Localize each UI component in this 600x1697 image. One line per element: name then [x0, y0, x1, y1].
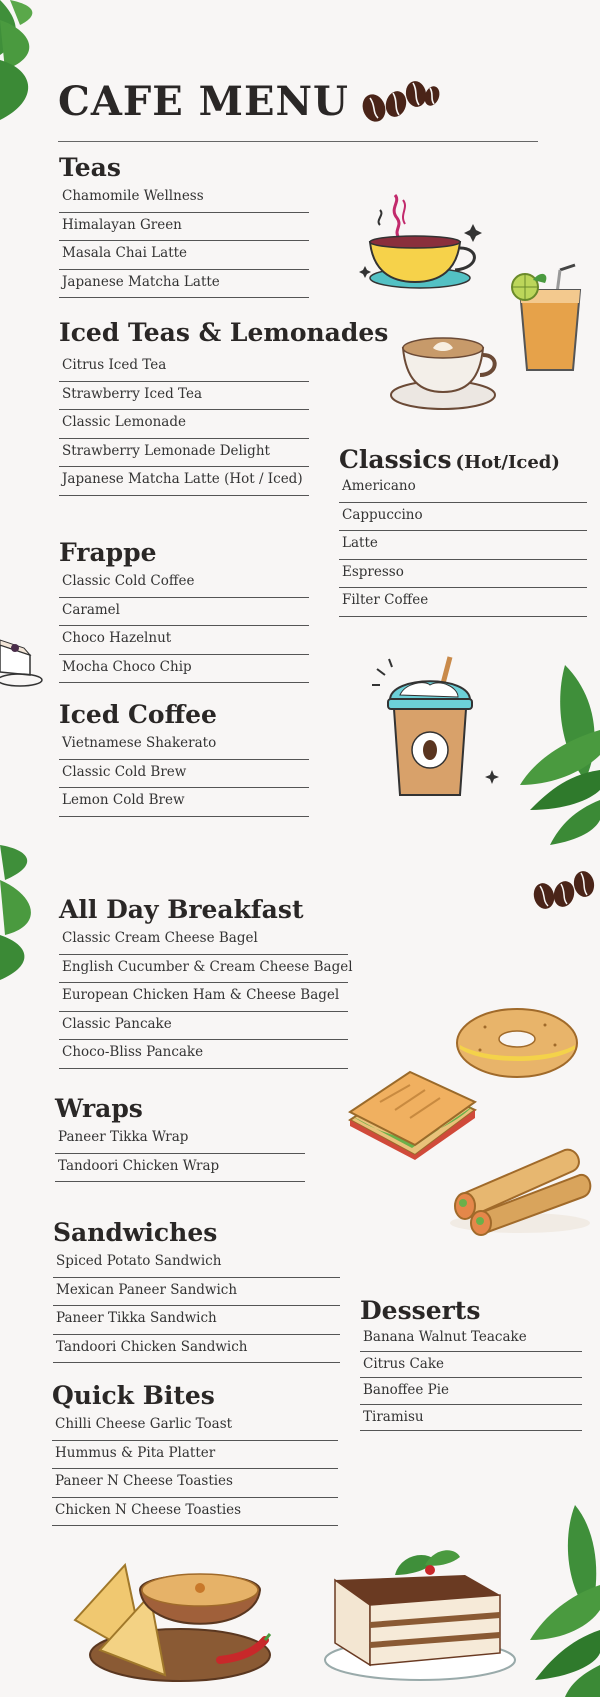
leaf-branch-mid-right-icon [505, 660, 600, 850]
section-title-main: Classics [339, 445, 452, 474]
item-list [339, 474, 587, 617]
latte-cup-icon [388, 330, 503, 415]
page-title: CAFE MENU [58, 78, 349, 125]
menu-item: Paneer Tikka Sandwich [53, 1306, 340, 1335]
section-quick-bites [52, 1381, 338, 1526]
iced-tea-glass-icon [505, 265, 595, 375]
leaf-branch-top-left-icon [0, 0, 60, 130]
item-list [53, 1249, 340, 1363]
item-list [52, 1412, 338, 1526]
coffee-beans-icon [360, 76, 440, 124]
item-list [59, 569, 309, 683]
menu-item: Citrus Cake [360, 1352, 582, 1379]
wrap-icon [445, 1135, 595, 1235]
coffee-beans-icon-2 [532, 866, 600, 914]
menu-item: European Chicken Ham & Cheese Bagel [59, 983, 348, 1012]
menu-item: Japanese Matcha Latte [59, 270, 309, 299]
section-title: Wraps [55, 1094, 143, 1123]
menu-item: Strawberry Iced Tea [59, 382, 309, 411]
section-frappe [59, 538, 309, 683]
section-title: Frappe [59, 538, 157, 567]
menu-item: Strawberry Lemonade Delight [59, 439, 309, 468]
section-wraps [55, 1094, 305, 1182]
menu-item: Chicken N Cheese Toasties [52, 1498, 338, 1527]
menu-item: Mocha Choco Chip [59, 655, 309, 684]
item-list [59, 184, 309, 298]
menu-item: Filter Coffee [339, 588, 587, 617]
menu-item: Tandoori Chicken Wrap [55, 1154, 305, 1183]
menu-item: Masala Chai Latte [59, 241, 309, 270]
section-teas [59, 153, 309, 298]
menu-item: Chamomile Wellness [59, 184, 309, 213]
menu-item: Hummus & Pita Platter [52, 1441, 338, 1470]
section-title: Teas [59, 153, 121, 182]
section-sandwiches [53, 1218, 340, 1363]
menu-item: Mexican Paneer Sandwich [53, 1278, 340, 1307]
section-title: Iced Coffee [59, 700, 217, 729]
frappe-cup-icon [370, 655, 500, 805]
menu-item: Americano [339, 474, 587, 503]
menu-item: Paneer N Cheese Toasties [52, 1469, 338, 1498]
menu-item: Vietnamese Shakerato [59, 731, 309, 760]
leaf-branch-bottom-right-icon [515, 1505, 600, 1697]
section-title: Sandwiches [53, 1218, 218, 1247]
section-title: Iced Teas & Lemonades [59, 318, 389, 347]
menu-item: Paneer Tikka Wrap [55, 1125, 305, 1154]
menu-item: English Cucumber & Cream Cheese Bagel [59, 955, 348, 984]
section-classics [339, 445, 587, 617]
section-subtitle: (Hot/Iced) [455, 452, 560, 473]
section-desserts [360, 1296, 582, 1431]
section-title: Quick Bites [52, 1381, 215, 1410]
menu-item: Latte [339, 531, 587, 560]
menu-item: Choco-Bliss Pancake [59, 1040, 348, 1069]
section-title [339, 445, 587, 474]
menu-item: Banana Walnut Teacake [360, 1325, 582, 1352]
menu-item: Choco Hazelnut [59, 626, 309, 655]
tiramisu-icon [315, 1535, 520, 1685]
menu-item: Tandoori Chicken Sandwich [53, 1335, 340, 1364]
section-breakfast [59, 895, 353, 1069]
item-list [59, 926, 353, 1069]
menu-item: Classic Cold Brew [59, 760, 309, 789]
title-divider [58, 141, 538, 142]
item-list [360, 1325, 582, 1431]
menu-item: Tiramisu [360, 1405, 582, 1432]
item-list [59, 731, 309, 817]
leaf-branch-left-icon [0, 840, 55, 980]
menu-item: Classic Lemonade [59, 410, 309, 439]
item-list [55, 1125, 305, 1182]
menu-item: Classic Cream Cheese Bagel [59, 926, 348, 955]
menu-item: Classic Cold Coffee [59, 569, 309, 598]
tea-cup-icon [345, 190, 495, 300]
menu-item: Citrus Iced Tea [59, 353, 309, 382]
cake-slice-icon [0, 630, 42, 688]
menu-item: Chilli Cheese Garlic Toast [52, 1412, 338, 1441]
menu-item: Banoffee Pie [360, 1378, 582, 1405]
menu-item: Spiced Potato Sandwich [53, 1249, 340, 1278]
item-list [59, 353, 309, 496]
menu-item: Himalayan Green [59, 213, 309, 242]
menu-item: Espresso [339, 560, 587, 589]
menu-item: Caramel [59, 598, 309, 627]
menu-item: Japanese Matcha Latte (Hot / Iced) [59, 467, 309, 496]
section-iced-coffee [59, 700, 309, 817]
section-title: All Day Breakfast [59, 895, 304, 924]
menu-item: Classic Pancake [59, 1012, 348, 1041]
section-title: Desserts [360, 1296, 481, 1325]
hummus-pita-icon [70, 1540, 270, 1685]
menu-item: Cappuccino [339, 503, 587, 532]
menu-item: Lemon Cold Brew [59, 788, 309, 817]
